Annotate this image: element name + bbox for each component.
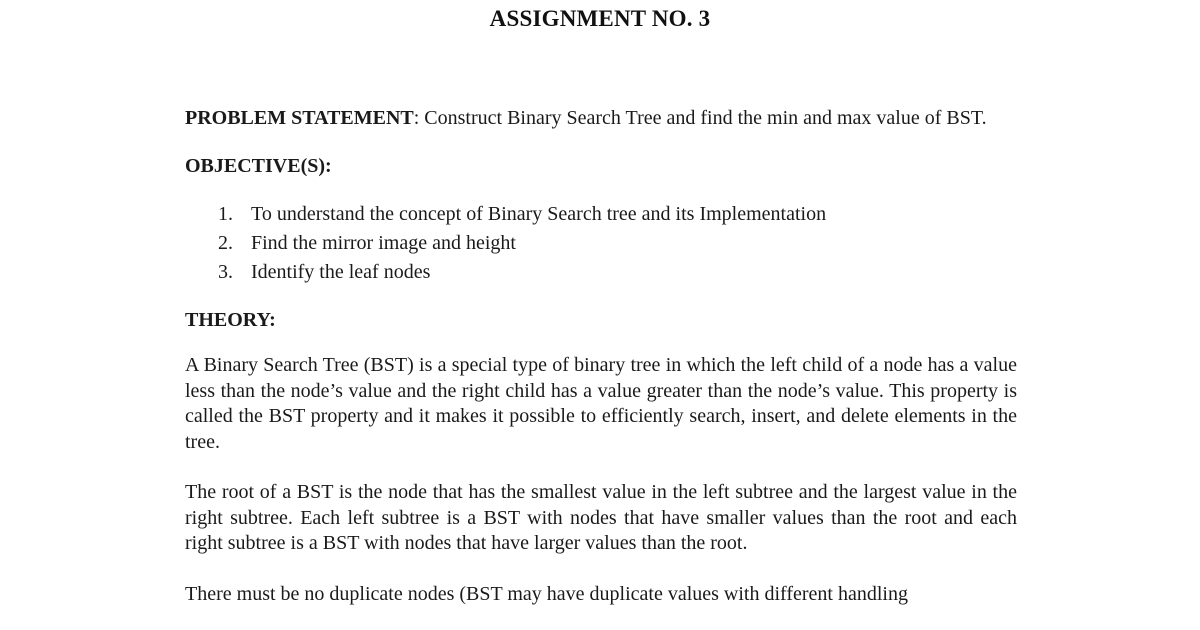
objective-item: [185, 258, 1017, 287]
objectives-heading: OBJECTIVE(S):: [185, 155, 332, 177]
theory-heading: THEORY:: [185, 309, 276, 331]
objective-number: 2.: [218, 232, 233, 254]
objective-item: [185, 200, 1017, 229]
objectives-list: [185, 200, 1017, 287]
objective-text: Find the mirror image and height: [251, 232, 516, 254]
problem-statement: [185, 104, 1017, 133]
problem-statement-text: : Construct Binary Search Tree and find the min and max value of BST.: [413, 107, 987, 129]
objective-text: Identify the leaf nodes: [251, 261, 431, 283]
objective-number: 1.: [218, 203, 233, 225]
objective-number: 3.: [218, 261, 233, 283]
document-body: [185, 104, 1017, 607]
problem-statement-label: PROBLEM STATEMENT: [185, 107, 414, 129]
objective-item: [185, 229, 1017, 258]
theory-paragraph: There must be no duplicate nodes (BST may have duplicate values with different handling: [185, 582, 908, 605]
assignment-title: ASSIGNMENT NO. 3: [489, 6, 711, 31]
theory-paragraph: A Binary Search Tree (BST) is a special type of binary tree in which the left child of a node has a value less than the node’s value and the right child has a value greater than the node’s value. This property is called the BST property and it makes it possible to efficiently search, insert, and delete elements in the tree.: [185, 354, 1017, 453]
objective-text: To understand the concept of Binary Search tree and its Implementation: [251, 203, 827, 225]
theory-paragraph: The root of a BST is the node that has the smallest value in the left subtree and the largest value in the right subtree. Each left subtree is a BST with nodes that have smaller values than the root and each right subtree is a BST with nodes that have larger values than the root.: [185, 481, 1017, 554]
